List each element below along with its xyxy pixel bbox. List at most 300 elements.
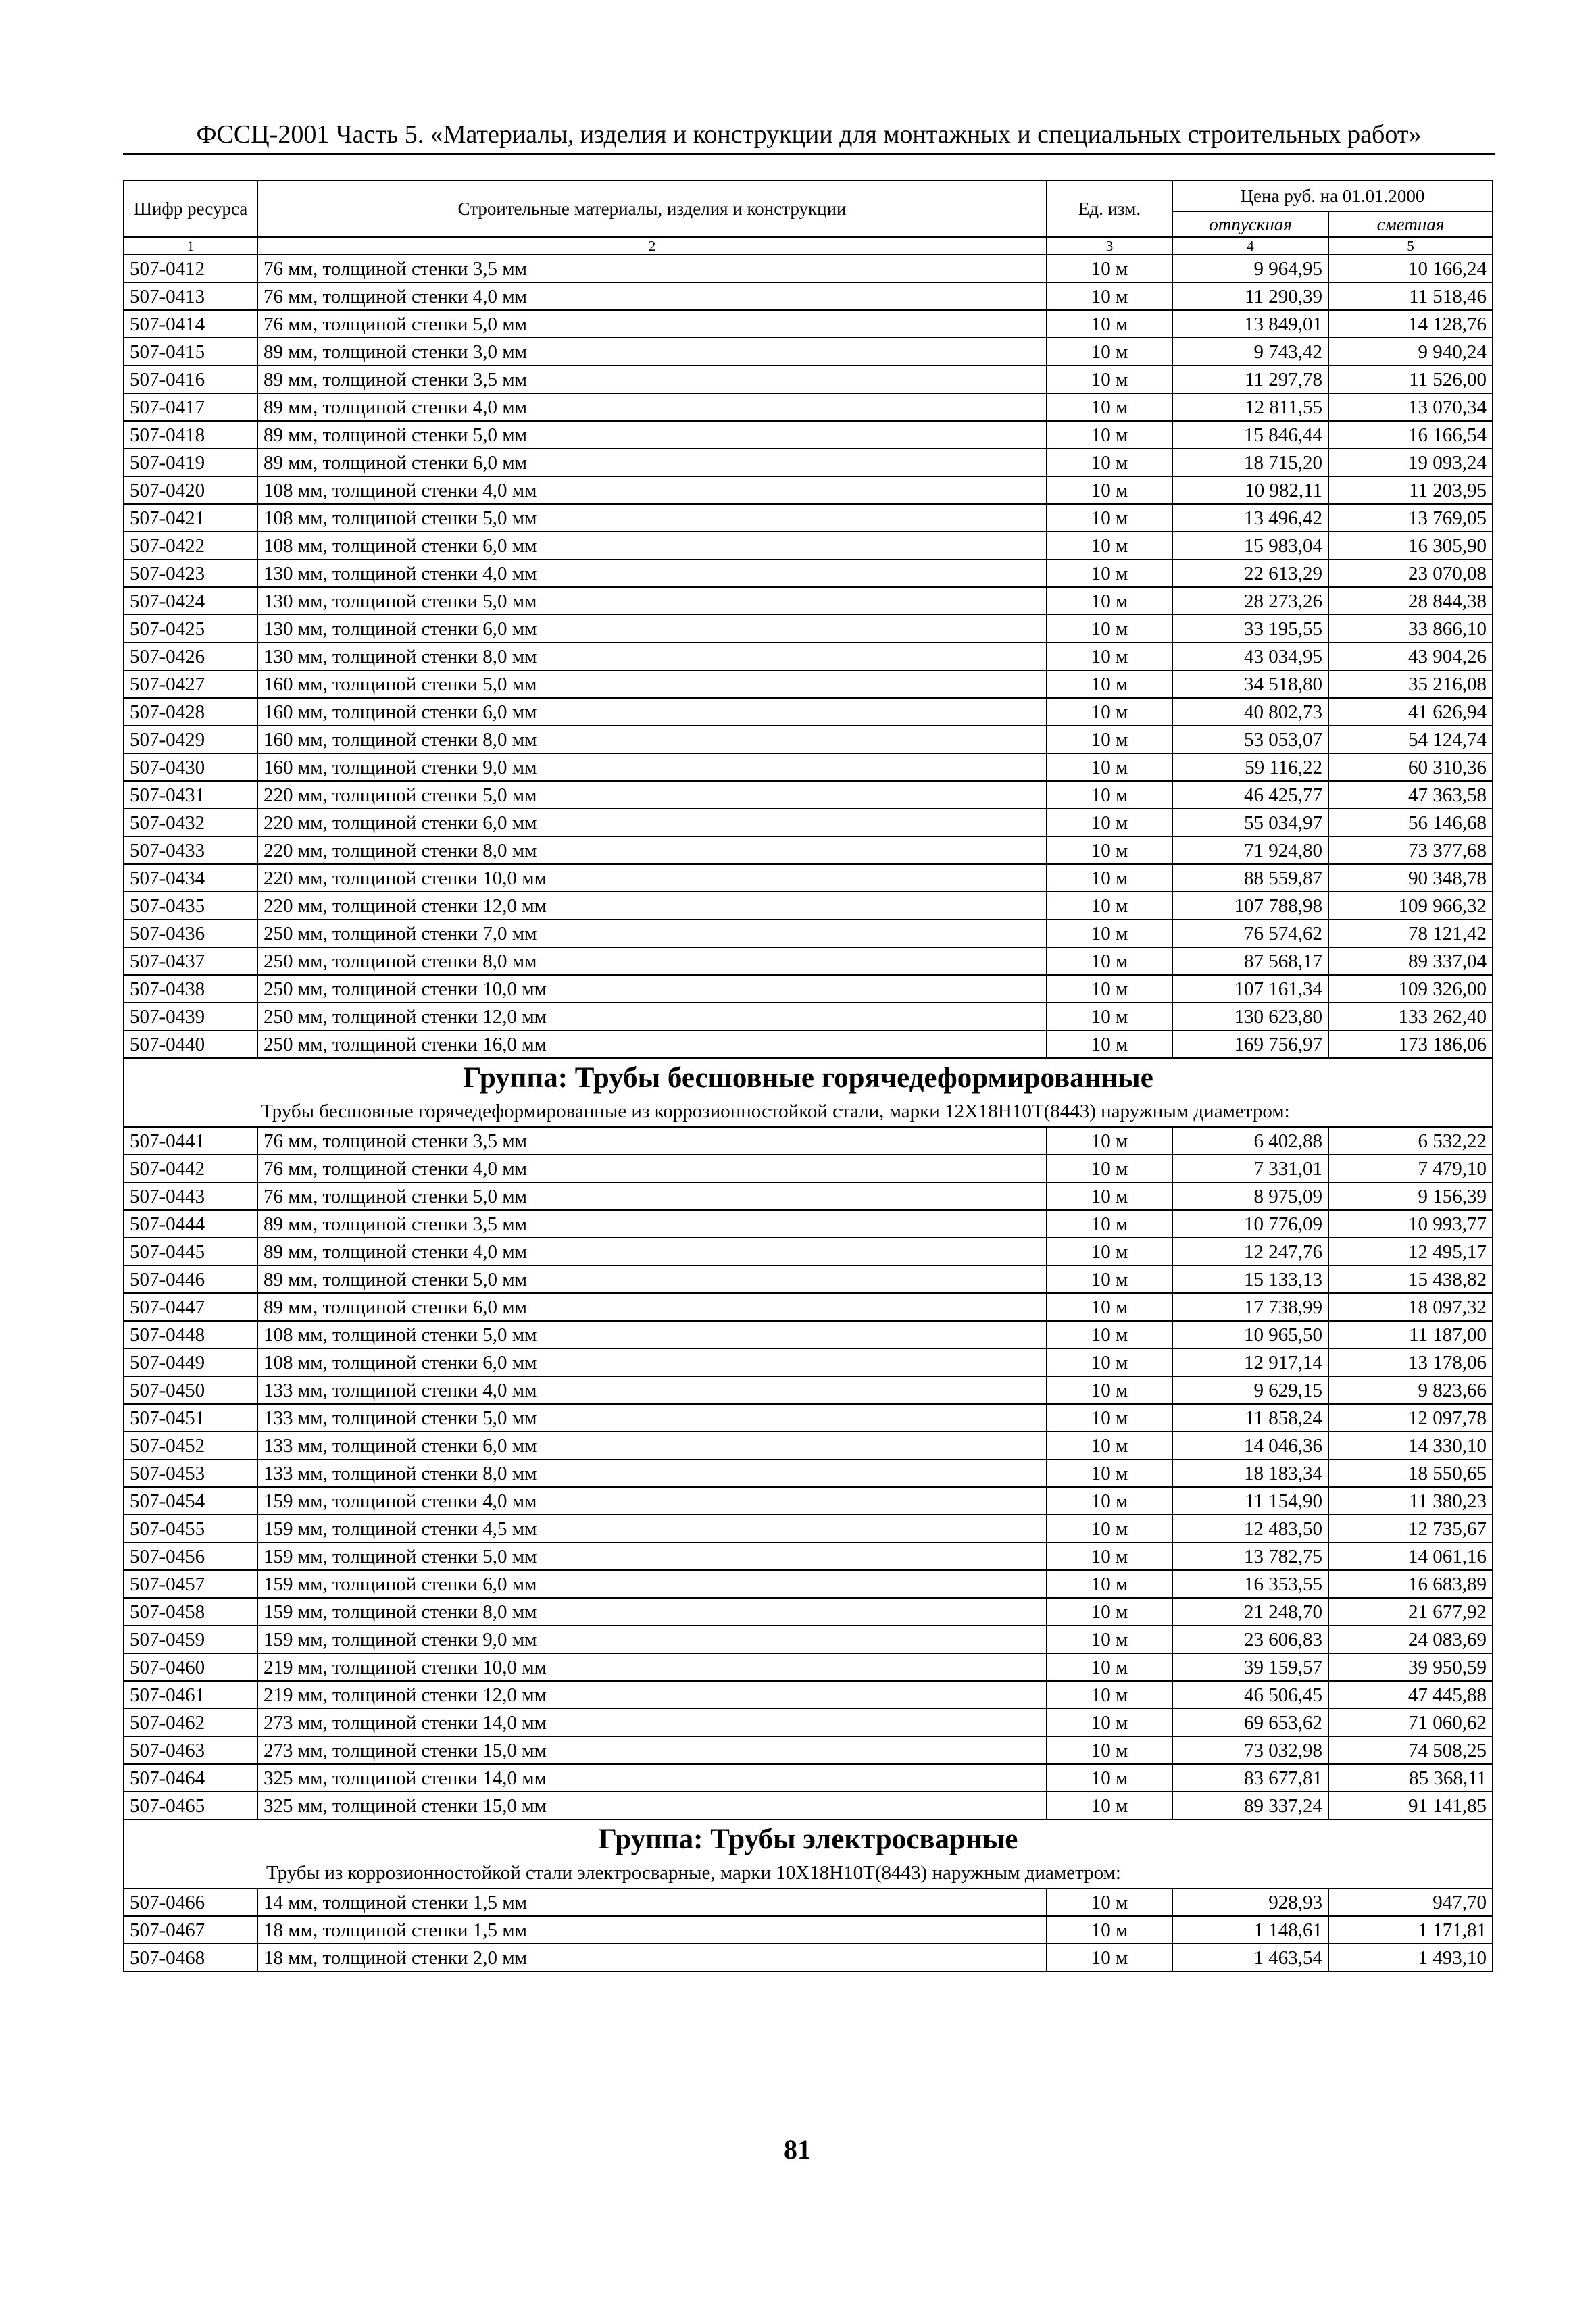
page-header: ФССЦ-2001 Часть 5. «Материалы, изделия и конструкции для монтажных и специальных строительных работ» (123, 119, 1495, 155)
cell-price-release: 69 653,62 (1172, 1709, 1328, 1736)
cell-code: 507-0453 (124, 1459, 257, 1487)
table-row (124, 1487, 1493, 1515)
cell-price-estimate: 10 166,24 (1328, 255, 1493, 282)
cell-name: 130 мм, толщиной стенки 6,0 мм (257, 615, 1047, 643)
cell-code: 507-0447 (124, 1293, 257, 1321)
cell-price-estimate: 35 216,08 (1328, 670, 1493, 698)
cell-unit: 10 м (1047, 1598, 1172, 1626)
cell-price-release: 18 715,20 (1172, 449, 1328, 476)
cell-price-release: 53 053,07 (1172, 726, 1328, 753)
table-row (124, 1321, 1493, 1349)
cell-code: 507-0468 (124, 1944, 257, 1971)
cell-name: 219 мм, толщиной стенки 12,0 мм (257, 1681, 1047, 1709)
table-row (124, 1681, 1493, 1709)
cell-unit: 10 м (1047, 1127, 1172, 1155)
cell-code: 507-0466 (124, 1888, 257, 1916)
cell-unit: 10 м (1047, 1293, 1172, 1321)
cell-price-estimate: 33 866,10 (1328, 615, 1493, 643)
cell-unit: 10 м (1047, 1459, 1172, 1487)
cell-unit: 10 м (1047, 726, 1172, 753)
cell-code: 507-0464 (124, 1764, 257, 1792)
cell-name: 159 мм, толщиной стенки 5,0 мм (257, 1542, 1047, 1570)
table-row (124, 1570, 1493, 1598)
cell-name: 220 мм, толщиной стенки 10,0 мм (257, 864, 1047, 892)
group-title: Группа: Трубы бесшовные горячедеформированные (124, 1058, 1493, 1097)
cell-price-estimate: 12 097,78 (1328, 1404, 1493, 1432)
cell-price-estimate: 74 508,25 (1328, 1736, 1493, 1764)
table-row (124, 1376, 1493, 1404)
cell-code: 507-0461 (124, 1681, 257, 1709)
table-row (124, 920, 1493, 947)
cell-name: 133 мм, толщиной стенки 5,0 мм (257, 1404, 1047, 1432)
cell-unit: 10 м (1047, 559, 1172, 587)
cell-unit: 10 м (1047, 1916, 1172, 1944)
cell-price-release: 6 402,88 (1172, 1127, 1328, 1155)
cell-price-release: 1 463,54 (1172, 1944, 1328, 1971)
cell-name: 89 мм, толщиной стенки 6,0 мм (257, 449, 1047, 476)
cell-name: 159 мм, толщиной стенки 4,0 мм (257, 1487, 1047, 1515)
cell-unit: 10 м (1047, 1238, 1172, 1265)
cell-unit: 10 м (1047, 310, 1172, 338)
table-row (124, 1653, 1493, 1681)
cell-name: 133 мм, толщиной стенки 4,0 мм (257, 1376, 1047, 1404)
cell-unit: 10 м (1047, 1404, 1172, 1432)
cell-price-estimate: 12 735,67 (1328, 1515, 1493, 1542)
table-row (124, 947, 1493, 975)
cell-code: 507-0412 (124, 255, 257, 282)
cell-code: 507-0423 (124, 559, 257, 587)
cell-price-estimate: 13 769,05 (1328, 504, 1493, 532)
cell-unit: 10 м (1047, 421, 1172, 449)
cell-unit: 10 м (1047, 781, 1172, 809)
cell-name: 14 мм, толщиной стенки 1,5 мм (257, 1888, 1047, 1916)
cell-price-release: 107 161,34 (1172, 975, 1328, 1003)
cell-price-estimate: 23 070,08 (1328, 559, 1493, 587)
cell-name: 159 мм, толщиной стенки 8,0 мм (257, 1598, 1047, 1626)
cell-price-release: 130 623,80 (1172, 1003, 1328, 1030)
cell-price-release: 46 506,45 (1172, 1681, 1328, 1709)
cell-unit: 10 м (1047, 1570, 1172, 1598)
table-row (124, 975, 1493, 1003)
header-unit: Ед. изм. (1047, 180, 1172, 237)
group-description-row (124, 1097, 1493, 1127)
cell-price-estimate: 60 310,36 (1328, 753, 1493, 781)
cell-price-release: 11 297,78 (1172, 366, 1328, 393)
cell-unit: 10 м (1047, 1432, 1172, 1459)
cell-price-release: 10 776,09 (1172, 1210, 1328, 1238)
cell-name: 89 мм, толщиной стенки 3,5 мм (257, 366, 1047, 393)
cell-unit: 10 м (1047, 393, 1172, 421)
cell-price-release: 23 606,83 (1172, 1626, 1328, 1653)
cell-price-estimate: 54 124,74 (1328, 726, 1493, 753)
table-row (124, 310, 1493, 338)
cell-price-estimate: 9 156,39 (1328, 1182, 1493, 1210)
table-row (124, 1404, 1493, 1432)
cell-unit: 10 м (1047, 282, 1172, 310)
cell-code: 507-0445 (124, 1238, 257, 1265)
cell-price-release: 11 290,39 (1172, 282, 1328, 310)
cell-name: 160 мм, толщиной стенки 6,0 мм (257, 698, 1047, 726)
cell-price-estimate: 9 823,66 (1328, 1376, 1493, 1404)
cell-price-estimate: 11 203,95 (1328, 476, 1493, 504)
cell-unit: 10 м (1047, 1210, 1172, 1238)
cell-price-release: 12 917,14 (1172, 1349, 1328, 1376)
cell-price-release: 12 483,50 (1172, 1515, 1328, 1542)
cell-unit: 10 м (1047, 1030, 1172, 1058)
cell-name: 89 мм, толщиной стенки 3,0 мм (257, 338, 1047, 366)
cell-code: 507-0456 (124, 1542, 257, 1570)
cell-unit: 10 м (1047, 864, 1172, 892)
price-table (123, 180, 1493, 1972)
table-row (124, 1888, 1493, 1916)
cell-unit: 10 м (1047, 366, 1172, 393)
cell-unit: 10 м (1047, 338, 1172, 366)
cell-name: 219 мм, толщиной стенки 10,0 мм (257, 1653, 1047, 1681)
cell-name: 220 мм, толщиной стенки 5,0 мм (257, 781, 1047, 809)
cell-code: 507-0443 (124, 1182, 257, 1210)
cell-unit: 10 м (1047, 476, 1172, 504)
cell-price-estimate: 1 171,81 (1328, 1916, 1493, 1944)
cell-price-release: 10 982,11 (1172, 476, 1328, 504)
cell-price-release: 33 195,55 (1172, 615, 1328, 643)
table-row (124, 1030, 1493, 1058)
cell-name: 250 мм, толщиной стенки 8,0 мм (257, 947, 1047, 975)
header-price: Цена руб. на 01.01.2000 (1172, 180, 1493, 211)
cell-code: 507-0436 (124, 920, 257, 947)
cell-price-estimate: 91 141,85 (1328, 1792, 1493, 1819)
cell-name: 76 мм, толщиной стенки 3,5 мм (257, 1127, 1047, 1155)
cell-code: 507-0460 (124, 1653, 257, 1681)
cell-unit: 10 м (1047, 1542, 1172, 1570)
table-row (124, 1944, 1493, 1971)
table-row (124, 282, 1493, 310)
cell-price-release: 9 629,15 (1172, 1376, 1328, 1404)
cell-name: 18 мм, толщиной стенки 2,0 мм (257, 1944, 1047, 1971)
table-row (124, 587, 1493, 615)
cell-name: 160 мм, толщиной стенки 8,0 мм (257, 726, 1047, 753)
cell-price-estimate: 947,70 (1328, 1888, 1493, 1916)
cell-code: 507-0446 (124, 1265, 257, 1293)
table-row (124, 1515, 1493, 1542)
table-row (124, 1792, 1493, 1819)
cell-price-estimate: 16 683,89 (1328, 1570, 1493, 1598)
cell-price-release: 17 738,99 (1172, 1293, 1328, 1321)
cell-name: 159 мм, толщиной стенки 6,0 мм (257, 1570, 1047, 1598)
cell-code: 507-0435 (124, 892, 257, 920)
cell-name: 325 мм, толщиной стенки 14,0 мм (257, 1764, 1047, 1792)
cell-price-release: 15 983,04 (1172, 532, 1328, 559)
cell-unit: 10 м (1047, 920, 1172, 947)
table-row (124, 864, 1493, 892)
table-row (124, 449, 1493, 476)
table-row (124, 1459, 1493, 1487)
cell-code: 507-0427 (124, 670, 257, 698)
cell-code: 507-0448 (124, 1321, 257, 1349)
cell-price-release: 59 116,22 (1172, 753, 1328, 781)
column-number: 5 (1328, 237, 1493, 255)
cell-name: 89 мм, толщиной стенки 4,0 мм (257, 1238, 1047, 1265)
cell-unit: 10 м (1047, 1376, 1172, 1404)
cell-price-estimate: 11 518,46 (1328, 282, 1493, 310)
cell-name: 108 мм, толщиной стенки 4,0 мм (257, 476, 1047, 504)
cell-price-release: 10 965,50 (1172, 1321, 1328, 1349)
cell-name: 160 мм, толщиной стенки 5,0 мм (257, 670, 1047, 698)
cell-price-estimate: 14 061,16 (1328, 1542, 1493, 1570)
cell-unit: 10 м (1047, 1944, 1172, 1971)
cell-price-release: 83 677,81 (1172, 1764, 1328, 1792)
cell-code: 507-0451 (124, 1404, 257, 1432)
cell-price-release: 76 574,62 (1172, 920, 1328, 947)
cell-price-estimate: 90 348,78 (1328, 864, 1493, 892)
cell-name: 18 мм, толщиной стенки 1,5 мм (257, 1916, 1047, 1944)
table-row (124, 1736, 1493, 1764)
cell-unit: 10 м (1047, 1321, 1172, 1349)
table-row (124, 836, 1493, 864)
cell-price-estimate: 9 940,24 (1328, 338, 1493, 366)
cell-name: 273 мм, толщиной стенки 15,0 мм (257, 1736, 1047, 1764)
cell-price-release: 11 858,24 (1172, 1404, 1328, 1432)
cell-name: 220 мм, толщиной стенки 6,0 мм (257, 809, 1047, 836)
cell-price-release: 11 154,90 (1172, 1487, 1328, 1515)
cell-code: 507-0418 (124, 421, 257, 449)
cell-price-estimate: 11 526,00 (1328, 366, 1493, 393)
cell-name: 160 мм, толщиной стенки 9,0 мм (257, 753, 1047, 781)
column-number-row (124, 237, 1493, 255)
cell-unit: 10 м (1047, 1681, 1172, 1709)
cell-price-release: 43 034,95 (1172, 643, 1328, 670)
cell-code: 507-0439 (124, 1003, 257, 1030)
cell-code: 507-0425 (124, 615, 257, 643)
cell-code: 507-0421 (124, 504, 257, 532)
cell-price-release: 16 353,55 (1172, 1570, 1328, 1598)
cell-unit: 10 м (1047, 947, 1172, 975)
column-number: 3 (1047, 237, 1172, 255)
table-row (124, 643, 1493, 670)
cell-name: 133 мм, толщиной стенки 8,0 мм (257, 1459, 1047, 1487)
cell-name: 108 мм, толщиной стенки 6,0 мм (257, 532, 1047, 559)
cell-name: 250 мм, толщиной стенки 12,0 мм (257, 1003, 1047, 1030)
cell-unit: 10 м (1047, 1349, 1172, 1376)
cell-code: 507-0429 (124, 726, 257, 753)
cell-name: 89 мм, толщиной стенки 6,0 мм (257, 1293, 1047, 1321)
cell-name: 130 мм, толщиной стенки 5,0 мм (257, 587, 1047, 615)
cell-name: 250 мм, толщиной стенки 10,0 мм (257, 975, 1047, 1003)
cell-name: 220 мм, толщиной стенки 12,0 мм (257, 892, 1047, 920)
cell-price-release: 34 518,80 (1172, 670, 1328, 698)
cell-code: 507-0455 (124, 1515, 257, 1542)
cell-code: 507-0441 (124, 1127, 257, 1155)
header-price-estimate: сметная (1328, 211, 1493, 237)
cell-unit: 10 м (1047, 1709, 1172, 1736)
column-number: 2 (257, 237, 1047, 255)
cell-price-estimate: 13 178,06 (1328, 1349, 1493, 1376)
cell-name: 108 мм, толщиной стенки 5,0 мм (257, 504, 1047, 532)
cell-price-estimate: 56 146,68 (1328, 809, 1493, 836)
column-number: 1 (124, 237, 257, 255)
cell-price-estimate: 43 904,26 (1328, 643, 1493, 670)
table-row (124, 1349, 1493, 1376)
cell-price-estimate: 19 093,24 (1328, 449, 1493, 476)
cell-code: 507-0424 (124, 587, 257, 615)
cell-price-estimate: 21 677,92 (1328, 1598, 1493, 1626)
cell-code: 507-0438 (124, 975, 257, 1003)
cell-price-release: 7 331,01 (1172, 1155, 1328, 1182)
cell-unit: 10 м (1047, 1265, 1172, 1293)
table-row (124, 781, 1493, 809)
cell-price-release: 169 756,97 (1172, 1030, 1328, 1058)
cell-name: 130 мм, толщиной стенки 4,0 мм (257, 559, 1047, 587)
cell-price-release: 13 496,42 (1172, 504, 1328, 532)
table-row (124, 753, 1493, 781)
cell-price-release: 40 802,73 (1172, 698, 1328, 726)
cell-price-release: 55 034,97 (1172, 809, 1328, 836)
cell-code: 507-0420 (124, 476, 257, 504)
cell-code: 507-0459 (124, 1626, 257, 1653)
cell-price-estimate: 14 128,76 (1328, 310, 1493, 338)
cell-price-release: 107 788,98 (1172, 892, 1328, 920)
cell-name: 76 мм, толщиной стенки 4,0 мм (257, 282, 1047, 310)
cell-name: 220 мм, толщиной стенки 8,0 мм (257, 836, 1047, 864)
cell-price-estimate: 10 993,77 (1328, 1210, 1493, 1238)
table-row (124, 1916, 1493, 1944)
cell-code: 507-0417 (124, 393, 257, 421)
cell-code: 507-0432 (124, 809, 257, 836)
cell-unit: 10 м (1047, 587, 1172, 615)
cell-price-estimate: 47 363,58 (1328, 781, 1493, 809)
table-row (124, 1293, 1493, 1321)
table-row (124, 1432, 1493, 1459)
cell-price-estimate: 18 097,32 (1328, 1293, 1493, 1321)
table-row (124, 504, 1493, 532)
table-row (124, 1542, 1493, 1570)
table-row (124, 698, 1493, 726)
cell-price-release: 9 964,95 (1172, 255, 1328, 282)
cell-unit: 10 м (1047, 698, 1172, 726)
cell-code: 507-0413 (124, 282, 257, 310)
cell-price-release: 8 975,09 (1172, 1182, 1328, 1210)
cell-price-estimate: 109 326,00 (1328, 975, 1493, 1003)
header-price-release: отпускная (1172, 211, 1328, 237)
cell-code: 507-0437 (124, 947, 257, 975)
table-row (124, 726, 1493, 753)
cell-name: 159 мм, толщиной стенки 4,5 мм (257, 1515, 1047, 1542)
cell-price-estimate: 6 532,22 (1328, 1127, 1493, 1155)
cell-unit: 10 м (1047, 1155, 1172, 1182)
cell-name: 89 мм, толщиной стенки 5,0 мм (257, 1265, 1047, 1293)
cell-code: 507-0415 (124, 338, 257, 366)
cell-price-estimate: 47 445,88 (1328, 1681, 1493, 1709)
cell-unit: 10 м (1047, 643, 1172, 670)
table-row (124, 532, 1493, 559)
cell-code: 507-0430 (124, 753, 257, 781)
cell-name: 76 мм, толщиной стенки 4,0 мм (257, 1155, 1047, 1182)
cell-name: 250 мм, толщиной стенки 16,0 мм (257, 1030, 1047, 1058)
cell-price-estimate: 85 368,11 (1328, 1764, 1493, 1792)
group-description-row (124, 1859, 1493, 1888)
cell-price-estimate: 109 966,32 (1328, 892, 1493, 920)
table-row (124, 366, 1493, 393)
cell-code: 507-0442 (124, 1155, 257, 1182)
cell-unit: 10 м (1047, 1764, 1172, 1792)
cell-unit: 10 м (1047, 449, 1172, 476)
cell-price-estimate: 18 550,65 (1328, 1459, 1493, 1487)
group-title-row (124, 1819, 1493, 1859)
cell-price-release: 13 849,01 (1172, 310, 1328, 338)
cell-code: 507-0431 (124, 781, 257, 809)
table-header-row (124, 180, 1493, 211)
cell-code: 507-0450 (124, 1376, 257, 1404)
cell-code: 507-0449 (124, 1349, 257, 1376)
table-row (124, 1182, 1493, 1210)
cell-code: 507-0463 (124, 1736, 257, 1764)
cell-name: 76 мм, толщиной стенки 5,0 мм (257, 1182, 1047, 1210)
cell-code: 507-0426 (124, 643, 257, 670)
cell-price-estimate: 16 305,90 (1328, 532, 1493, 559)
cell-unit: 10 м (1047, 1653, 1172, 1681)
table-row (124, 1003, 1493, 1030)
column-number: 4 (1172, 237, 1328, 255)
cell-name: 76 мм, толщиной стенки 3,5 мм (257, 255, 1047, 282)
cell-price-estimate: 39 950,59 (1328, 1653, 1493, 1681)
cell-price-release: 71 924,80 (1172, 836, 1328, 864)
cell-price-release: 12 247,76 (1172, 1238, 1328, 1265)
table-row (124, 1598, 1493, 1626)
cell-code: 507-0416 (124, 366, 257, 393)
group-description: Трубы из коррозионностойкой стали электросварные, марки 10Х18Н10Т(8443) наружным диаметром: (124, 1859, 1493, 1888)
cell-unit: 10 м (1047, 836, 1172, 864)
cell-price-estimate: 89 337,04 (1328, 947, 1493, 975)
cell-price-release: 18 183,34 (1172, 1459, 1328, 1487)
cell-price-release: 89 337,24 (1172, 1792, 1328, 1819)
table-row (124, 1764, 1493, 1792)
cell-unit: 10 м (1047, 809, 1172, 836)
group-title: Группа: Трубы электросварные (124, 1819, 1493, 1859)
table-row (124, 615, 1493, 643)
cell-code: 507-0458 (124, 1598, 257, 1626)
header-name: Строительные материалы, изделия и конструкции (257, 180, 1047, 237)
cell-name: 273 мм, толщиной стенки 14,0 мм (257, 1709, 1047, 1736)
cell-code: 507-0414 (124, 310, 257, 338)
cell-unit: 10 м (1047, 1736, 1172, 1764)
cell-price-release: 73 032,98 (1172, 1736, 1328, 1764)
cell-code: 507-0452 (124, 1432, 257, 1459)
table-row (124, 255, 1493, 282)
cell-name: 108 мм, толщиной стенки 5,0 мм (257, 1321, 1047, 1349)
cell-name: 133 мм, толщиной стенки 6,0 мм (257, 1432, 1047, 1459)
cell-price-release: 22 613,29 (1172, 559, 1328, 587)
table-row (124, 809, 1493, 836)
cell-unit: 10 м (1047, 1792, 1172, 1819)
cell-price-estimate: 12 495,17 (1328, 1238, 1493, 1265)
table-row (124, 670, 1493, 698)
cell-price-estimate: 71 060,62 (1328, 1709, 1493, 1736)
cell-unit: 10 м (1047, 975, 1172, 1003)
cell-name: 130 мм, толщиной стенки 8,0 мм (257, 643, 1047, 670)
cell-unit: 10 м (1047, 1888, 1172, 1916)
cell-code: 507-0454 (124, 1487, 257, 1515)
cell-name: 89 мм, толщиной стенки 4,0 мм (257, 393, 1047, 421)
cell-name: 108 мм, толщиной стенки 6,0 мм (257, 1349, 1047, 1376)
table-row (124, 892, 1493, 920)
cell-unit: 10 м (1047, 255, 1172, 282)
cell-code: 507-0457 (124, 1570, 257, 1598)
table-row (124, 476, 1493, 504)
cell-code: 507-0434 (124, 864, 257, 892)
table-row (124, 1155, 1493, 1182)
cell-price-estimate: 7 479,10 (1328, 1155, 1493, 1182)
cell-price-estimate: 24 083,69 (1328, 1626, 1493, 1653)
cell-unit: 10 м (1047, 1182, 1172, 1210)
